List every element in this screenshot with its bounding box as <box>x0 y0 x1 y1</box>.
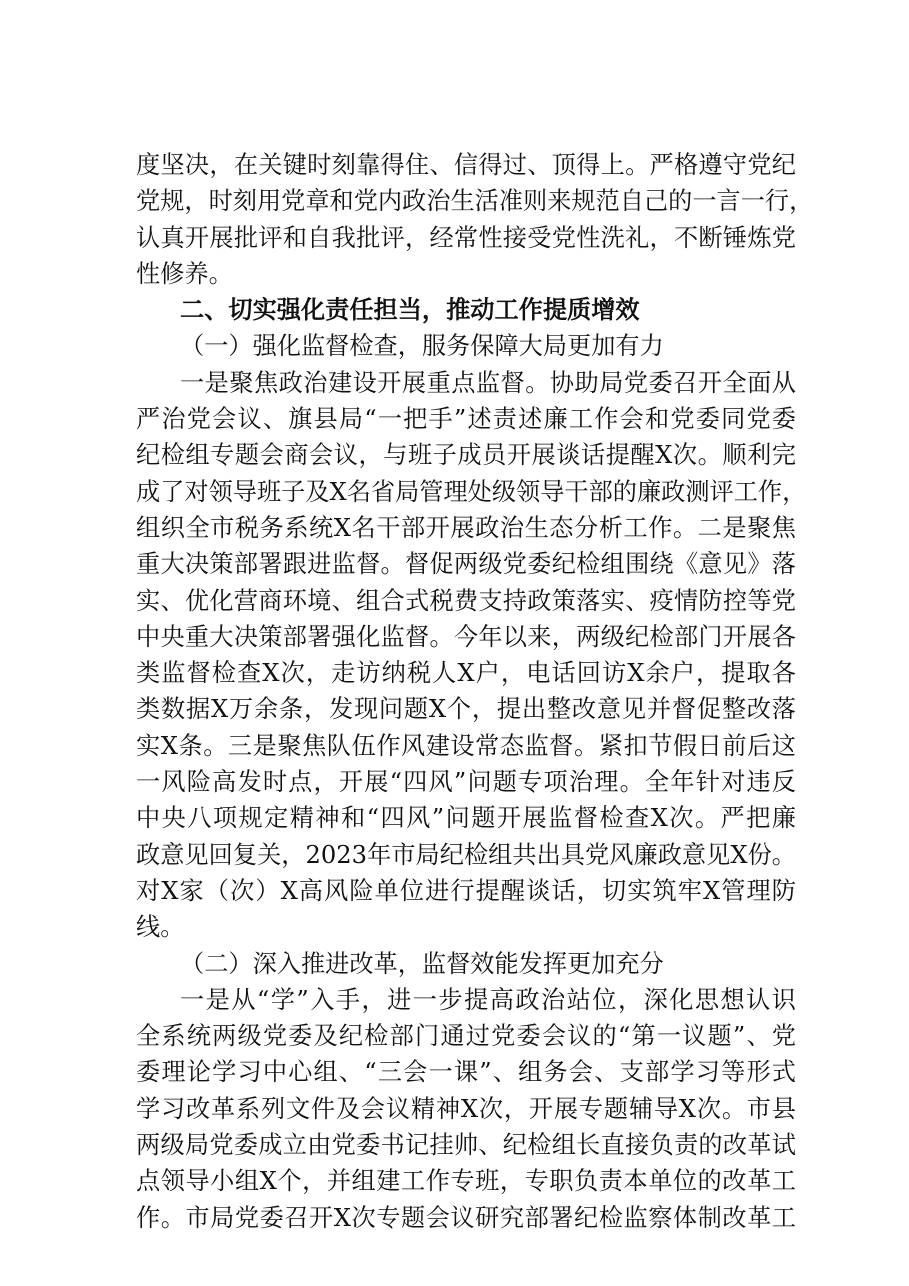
body-line: 作。市局党委召开X次专题会议研究部署纪检监察体制改革工 <box>136 1203 796 1232</box>
body-line: 重大决策部署跟进监督。督促两级党委纪检组围绕《意见》落 <box>136 550 796 579</box>
body-line: 纪检组专题会商会议，与班子成员开展谈话提醒X次。顺利完 <box>136 441 796 470</box>
body-line: 实、优化营商环境、组合式税费支持政策落实、疫情防控等党 <box>136 586 796 615</box>
body-line: 严治党会议、旗县局“一把手”述责述廉工作会和党委同党委 <box>136 405 796 434</box>
subsection-heading: （一）强化监督检查，服务保障大局更加有力 <box>180 332 664 361</box>
section-heading: 二、切实强化责任担当，推动工作提质增效 <box>180 296 640 325</box>
body-line: 全系统两级党委及纪检部门通过党委会议的“第一议题”、党 <box>136 1022 796 1051</box>
body-line: 实X条。三是聚焦队伍作风建设常态监督。紧扣节假日前后这 <box>136 731 796 760</box>
body-line: 组织全市税务系统X名干部开展政治生态分析工作。二是聚焦 <box>136 513 796 542</box>
body-line: 度坚决，在关键时刻靠得住、信得过、顶得上。严格遵守党纪 <box>136 151 796 179</box>
body-line: 点领导小组X个，并组建工作专班，专职负责本单位的改革工 <box>136 1167 796 1196</box>
body-line: 对X家（次）X高风险单位进行提醒谈话，切实筑牢X管理防 <box>136 876 796 905</box>
body-line: 中央重大决策部署强化监督。今年以来，两级纪检部门开展各 <box>136 622 796 651</box>
body-line: 委理论学习中心组、“三会一课”、组务会、支部学习等形式 <box>136 1058 796 1087</box>
body-line: 一是从“学”入手，进一步提高政治站位，深化思想认识 <box>180 985 796 1014</box>
body-line: 性修养。 <box>136 259 233 288</box>
body-line: 政意见回复关，2023年市局纪检组共出具党风廉政意见X份。 <box>136 840 796 869</box>
document-body <box>136 147 814 1236</box>
subsection-heading: （二）深入推进改革，监督效能发挥更加充分 <box>180 949 664 978</box>
body-line: 线。 <box>136 913 185 942</box>
body-line: 类数据X万余条，发现问题X个，提出整改意见并督促整改落 <box>136 695 796 724</box>
body-line: 一是聚焦政治建设开展重点监督。协助局党委召开全面从 <box>180 368 796 397</box>
body-line: 认真开展批评和自我批评，经常性接受党性洗礼，不断锤炼党 <box>136 223 796 252</box>
body-line: 一风险高发时点，开展“四风”问题专项治理。全年针对违反 <box>136 768 796 797</box>
body-line: 党规，时刻用党章和党内政治生活准则来规范自己的一言一行， <box>136 187 814 216</box>
body-line: 成了对领导班子及X名省局管理处级领导干部的廉政测评工作， <box>136 477 807 506</box>
body-line: 类监督检查X次，走访纳税人X户，电话回访X余户，提取各 <box>136 659 796 688</box>
body-line: 中央八项规定精神和“四风”问题开展监督检查X次。严把廉 <box>136 804 796 833</box>
body-line: 学习改革系列文件及会议精神X次，开展专题辅导X次。市县 <box>136 1094 796 1123</box>
body-line: 两级局党委成立由党委书记挂帅、纪检组长直接负责的改革试 <box>136 1131 796 1160</box>
